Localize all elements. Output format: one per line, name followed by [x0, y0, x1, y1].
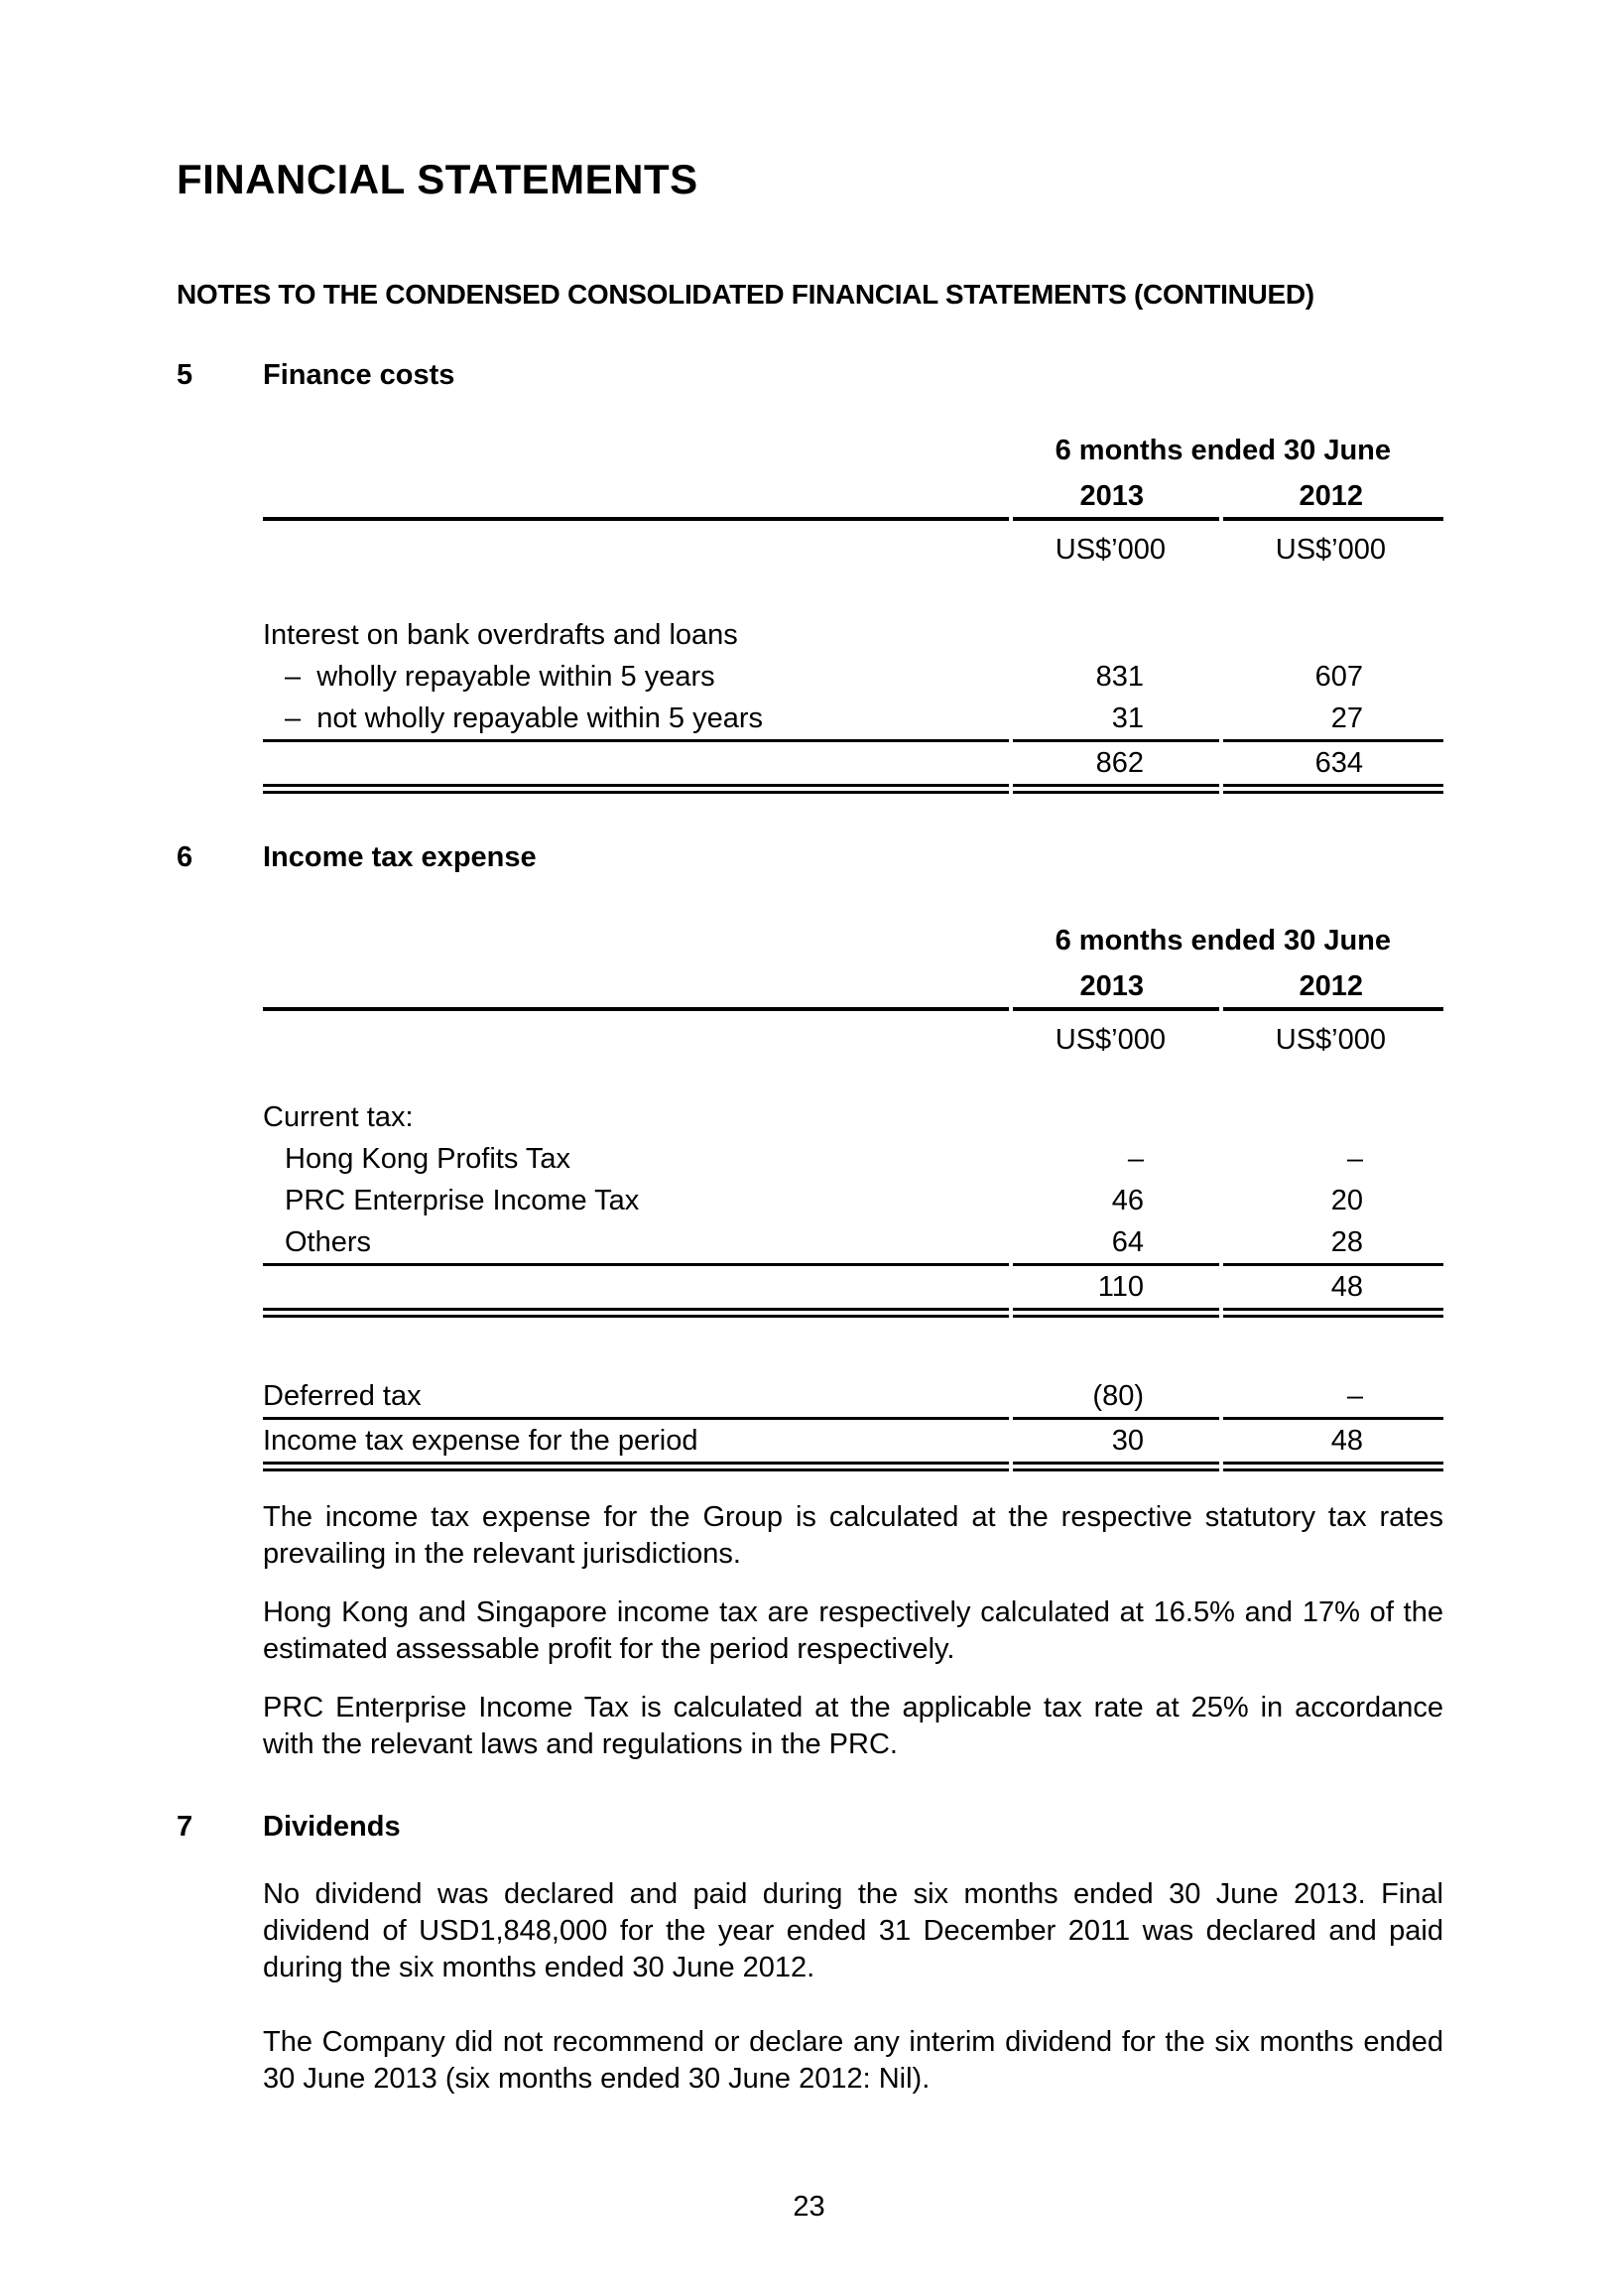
section-number: 5 — [177, 359, 193, 391]
value-2012: 28 — [1223, 1221, 1443, 1266]
row-label: Others — [263, 1221, 1009, 1266]
section-heading-row — [177, 839, 1443, 875]
table-row — [263, 1221, 1443, 1266]
row-label: Income tax expense for the period — [263, 1420, 1009, 1471]
row-label: PRC Enterprise Income Tax — [285, 1184, 640, 1216]
value-2013: 831 — [1095, 660, 1144, 693]
value-2012: 634 — [1223, 742, 1443, 794]
value-2013: 31 — [1013, 698, 1219, 742]
value-2013 — [1013, 614, 1219, 656]
table-period-header-row — [263, 433, 1443, 478]
section-heading: Dividends — [263, 1811, 401, 1843]
dividends-paragraph-1: No dividend was declared and paid during the six months ended 30 June 2013. Final dividend of USD1,848,000 for the year ended 31 December 2011 was declared and paid during the six months ended 30 June 2012. — [263, 1878, 1443, 1983]
value-2013: 30 — [1013, 1420, 1219, 1471]
value-2013: 64 — [1013, 1221, 1219, 1266]
year-column-2012: 2012 — [1223, 478, 1443, 521]
income-tax-paragraph-3: PRC Enterprise Income Tax is calculated at the applicable tax rate at 25% in accordance with the relevant laws and regulations in the PRC. — [263, 1692, 1443, 1760]
value-2013: 110 — [1013, 1266, 1219, 1318]
value-2012: – — [1346, 1142, 1364, 1175]
period-header: 6 months ended 30 June — [1055, 925, 1392, 957]
row-label: – not wholly repayable within 5 years — [263, 698, 1009, 742]
period-header: 6 months ended 30 June — [1055, 435, 1392, 466]
value-2012: 607 — [1314, 660, 1364, 693]
year-column-2012: 2012 — [1223, 968, 1443, 1011]
spacer-row — [263, 1318, 1443, 1375]
value-2012 — [1223, 614, 1443, 656]
value-2012: 48 — [1223, 1266, 1443, 1318]
table-year-header-row — [263, 478, 1443, 521]
value-2012: 20 — [1330, 1184, 1364, 1216]
table-unit-row — [263, 1011, 1443, 1069]
value-2012 — [1223, 1096, 1443, 1138]
currency-unit-2013: US$’000 — [1055, 1024, 1166, 1056]
value-2013 — [1013, 1096, 1219, 1138]
value-2012: – — [1223, 1375, 1443, 1420]
currency-unit-2013: US$’000 — [1055, 534, 1166, 566]
income-tax-table — [259, 923, 1447, 1471]
section-finance-costs — [177, 357, 1443, 794]
row-label: Current tax: — [263, 1100, 414, 1133]
section-heading: Finance costs — [263, 359, 455, 391]
value-2012: 27 — [1223, 698, 1443, 742]
row-label — [263, 1266, 1009, 1318]
value-2013: 862 — [1013, 742, 1219, 794]
row-label: Interest on bank overdrafts and loans — [263, 618, 738, 651]
table-total-row — [263, 742, 1443, 794]
spacer-row — [263, 1069, 1443, 1096]
table-total-row — [263, 1420, 1443, 1471]
page-number: 23 — [793, 2191, 825, 2223]
section-number: 6 — [177, 841, 193, 873]
table-year-header-row — [263, 968, 1443, 1011]
section-heading-row — [177, 357, 1443, 393]
value-2013: (80) — [1013, 1375, 1219, 1420]
year-column-2013: 2013 — [1013, 968, 1219, 1011]
currency-unit-2012: US$’000 — [1275, 534, 1387, 566]
currency-unit-2012: US$’000 — [1275, 1024, 1387, 1056]
value-2012: 48 — [1223, 1420, 1443, 1471]
row-label — [263, 742, 1009, 794]
table-row — [263, 1138, 1443, 1180]
spacer-row — [263, 578, 1443, 614]
income-tax-paragraph-2: Hong Kong and Singapore income tax are respectively calculated at 16.5% and 17% of the estimated assessable profit for the period respectively. — [263, 1596, 1443, 1665]
table-row — [263, 698, 1443, 742]
section-income-tax — [177, 839, 1443, 1763]
row-label: Deferred tax — [263, 1375, 1009, 1420]
section-number: 7 — [177, 1811, 193, 1843]
table-row — [263, 1096, 1443, 1138]
notes-subtitle: NOTES TO THE CONDENSED CONSOLIDATED FINANCIAL STATEMENTS (CONTINUED) — [177, 279, 1314, 310]
section-heading-row — [177, 1809, 1443, 1845]
section-heading: Income tax expense — [263, 841, 537, 873]
value-2013: 46 — [1111, 1184, 1144, 1216]
table-row — [263, 1180, 1443, 1221]
table-row — [263, 614, 1443, 656]
table-row — [263, 1375, 1443, 1420]
finance-costs-table — [259, 433, 1447, 794]
table-unit-row — [263, 521, 1443, 578]
year-column-2013: 2013 — [1013, 478, 1219, 521]
income-tax-paragraph-1: The income tax expense for the Group is calculated at the respective statutory tax rates prevailing in the relevant jurisdictions. — [263, 1501, 1443, 1570]
row-label: Hong Kong Profits Tax — [285, 1142, 571, 1175]
row-label: – wholly repayable within 5 years — [285, 660, 715, 693]
table-row — [263, 656, 1443, 698]
page-title: FINANCIAL STATEMENTS — [177, 156, 698, 202]
section-dividends — [177, 1809, 1443, 2098]
table-period-header-row — [263, 923, 1443, 968]
dividends-paragraph-2: The Company did not recommend or declare any interim dividend for the six months ended 30 June 2013 (six months ended 30 June 2012: Nil). — [263, 2026, 1443, 2095]
value-2013: – — [1127, 1142, 1144, 1175]
table-subtotal-row — [263, 1266, 1443, 1318]
